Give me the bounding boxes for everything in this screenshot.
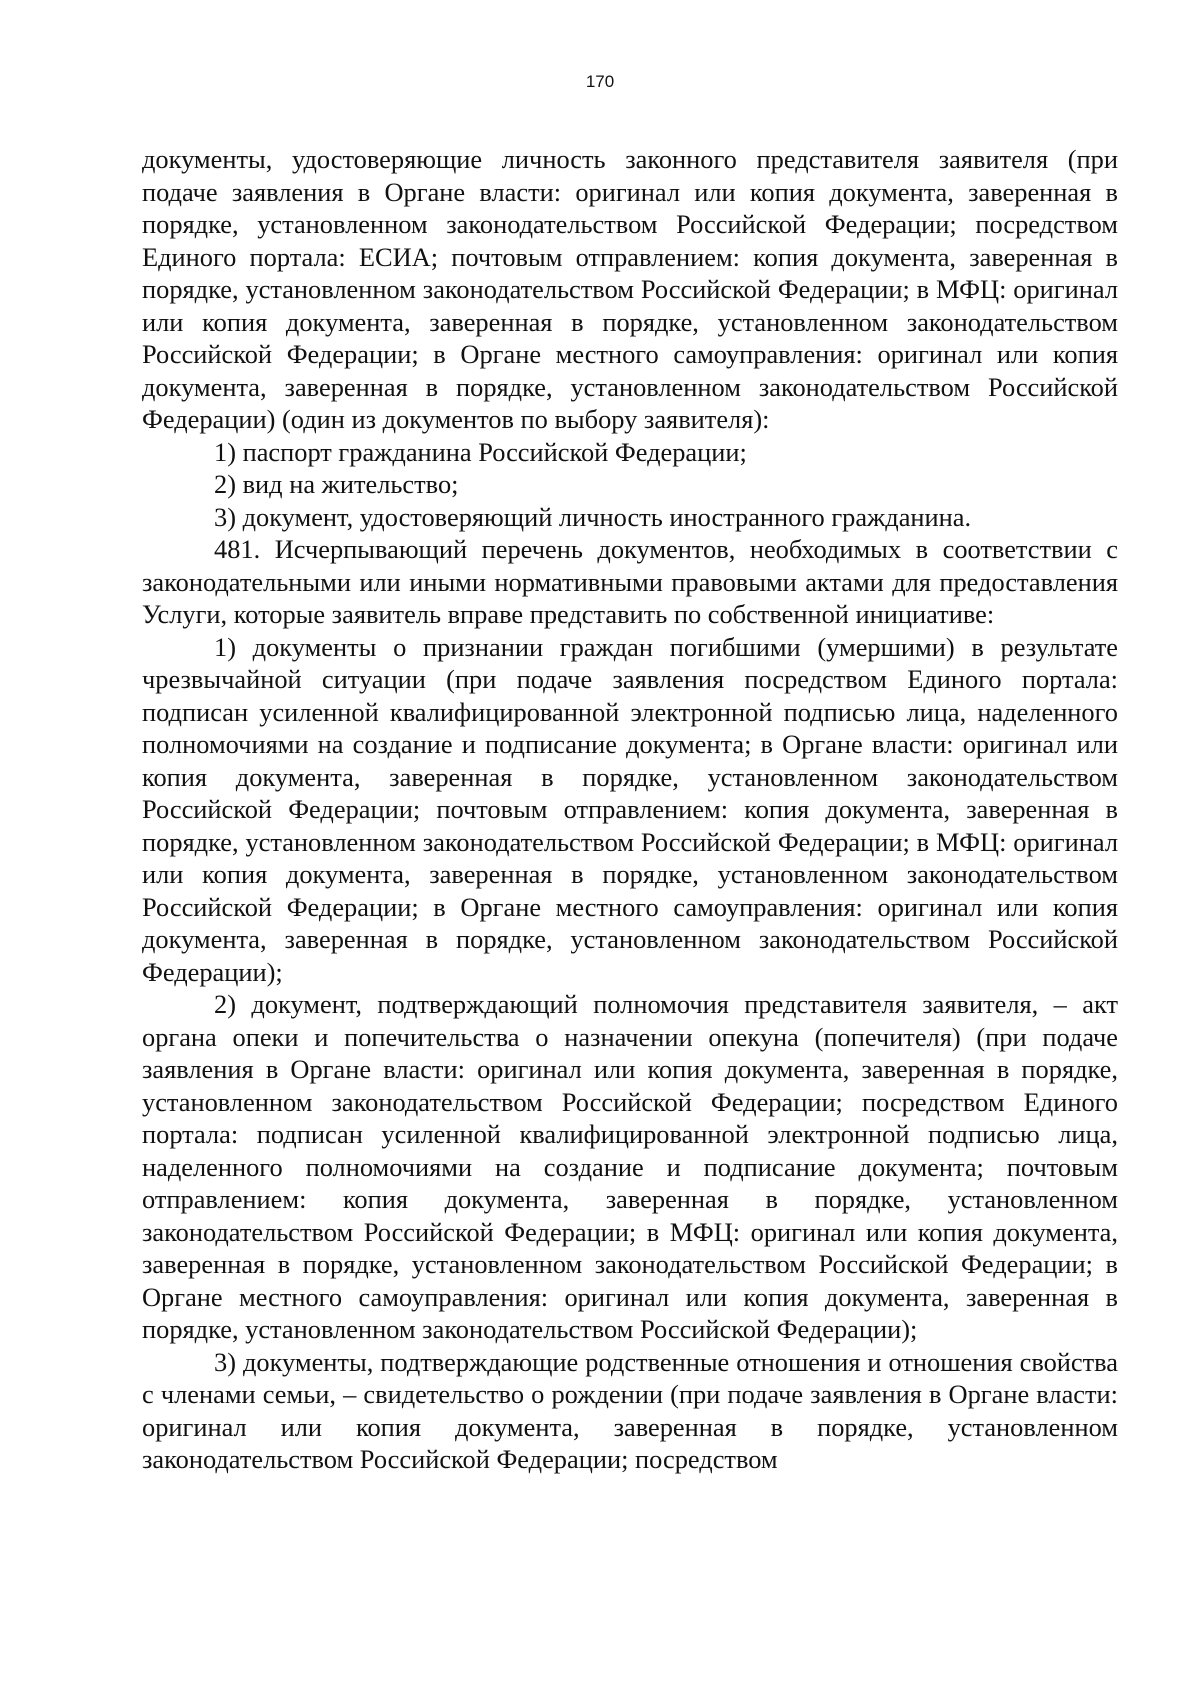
list-item-passport: 1) паспорт гражданина Российской Федерации; xyxy=(214,436,747,467)
list-item-guardianship-act: 2) документ, подтверждающий полномочия представителя заявителя, – акт органа опеки и попечительства о назначении опекуна (попечителя) (при подаче заявления в Органе власти: оригинал или копия документа, заверенная в порядке, установленном законодательством Российской Федерации; посредством Единого портала: подписан усиленной квалифицированной электронной подписью лица, наделенного полномочиями на создание и подписание документа; почтовым отправлением: копия документа, заверенная в порядке, установленном законодательством Российской Федерации; в МФЦ: оригинал или копия документа, заверенная в порядке, установленном законодательством Российской Федерации; в Органе местного самоуправления: оригинал или копия документа, заверенная в порядке, установленном законодательством Российской Федерации); xyxy=(142,989,1118,1344)
list-item-death-recognition: 1) документы о признании граждан погибшими (умершими) в результате чрезвычайной ситуации (при подаче заявления посредством Единого портала: подписан усиленной квалифицированной электронной подписью лица, наделенного полномочиями на создание и подписание документа; в Органе власти: оригинал или копия документа, заверенная в порядке, установленном законодательством Российской Федерации; почтовым отправлением: копия документа, заверенная в порядке, установленном законодательством Российской Федерации; в МФЦ: оригинал или копия документа, заверенная в порядке, установленном законодательством Российской Федерации; в Органе местного самоуправления: оригинал или копия документа, заверенная в порядке, установленном законодательством Российской Федерации); xyxy=(142,631,1118,987)
document-body xyxy=(142,143,1118,1476)
list-item-kinship-documents: 3) документы, подтверждающие родственные отношения и отношения свойства с членами семьи, – свидетельство о рождении (при подаче заявления в Органе власти: оригинал или копия документа, заверенная в порядке, установленном законодательством Российской Федерации; посредством xyxy=(142,1346,1118,1474)
paragraph-representative-documents: документы, удостоверяющие личность законного представителя заявителя (при подаче заявления в Органе власти: оригинал или копия документа, заверенная в порядке, установленном законодательством Российской Федерации; посредством Единого портала: ЕСИА; почтовым отправлением: копия документа, заверенная в порядке, установленном законодательством Российской Федерации; в МФЦ: оригинал или копия документа, заверенная в порядке, установленном законодательством Российской Федерации; в Органе местного самоуправления: оригинал или копия документа, заверенная в порядке, установленном законодательством Российской Федерации) (один из документов по выбору заявителя): xyxy=(142,144,1118,434)
page-number: 170 xyxy=(585,72,615,91)
list-item-foreign-id: 3) документ, удостоверяющий личность иностранного гражданина. xyxy=(214,501,972,532)
list-item-residence-permit: 2) вид на жительство; xyxy=(214,469,459,499)
paragraph-481: 481. Исчерпывающий перечень документов, необходимых в соответствии с законодательными или иными нормативными правовыми актами для предоставления Услуги, которые заявитель вправе представить по собственной инициативе: xyxy=(142,534,1118,629)
